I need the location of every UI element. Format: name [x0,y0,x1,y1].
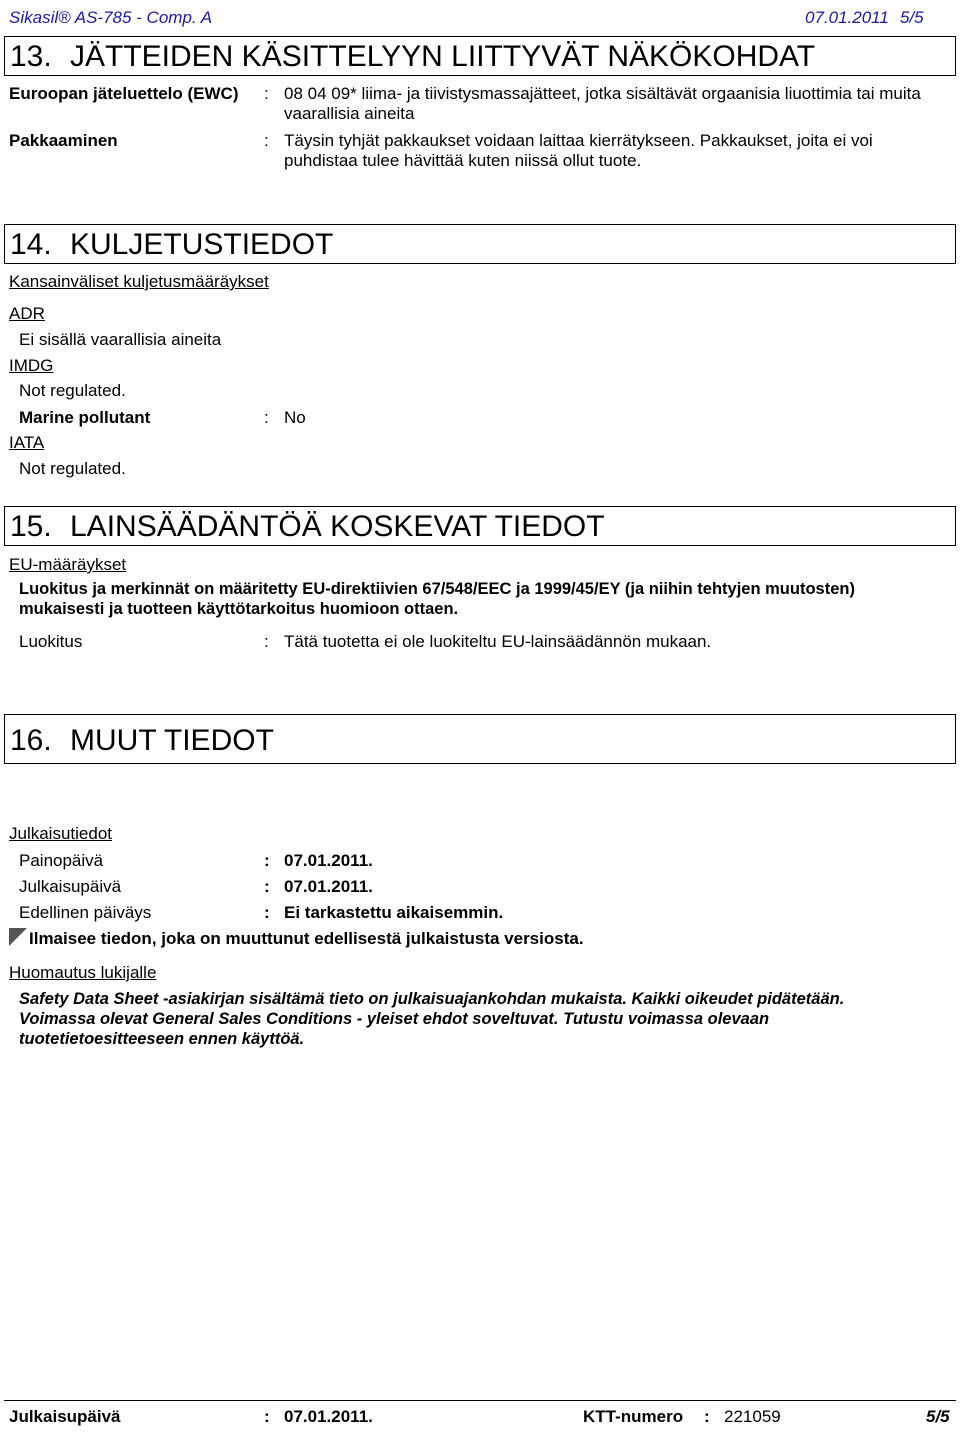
colon: : [264,84,269,103]
previous-date-value: Ei tarkastettu aikaisemmin. [284,903,504,922]
marine-pollutant-value: No [284,408,306,427]
footer-ktt-label: KTT-numero [583,1407,684,1426]
reader-note-line1: Safety Data Sheet -asiakirjan sisältämä tieto on julkaisuajankohdan mukaista. Kaikki oikeudet pidätetään. [19,990,845,1008]
section-title: KULJETUSTIEDOT [70,228,334,261]
regulation-text-line2: mukaisesti ja tuotteen käyttötarkoitus huomioon ottaen. [19,600,459,618]
section-number: 14. [10,228,52,261]
section-14-heading [4,224,956,264]
footer-ktt-value: 221059 [724,1407,781,1426]
header-page: 5/5 [900,8,924,27]
colon: : [264,131,269,150]
publication-date-label: Julkaisupäivä [19,877,122,896]
ewc-label: Euroopan jäteluettelo (EWC) [9,84,239,103]
marine-pollutant-label: Marine pollutant [19,408,151,427]
reader-note-subheading: Huomautus lukijalle [9,963,157,982]
eu-regulations-subheading: EU-määräykset [9,555,127,574]
section-13-heading [4,36,956,76]
footer-publication-label: Julkaisupäivä [9,1407,121,1426]
transport-subheading: Kansainväliset kuljetusmääräykset [9,272,269,291]
print-date-value: 07.01.2011. [284,851,373,870]
packaging-value-line1: Täysin tyhjät pakkaukset voidaan laittaa kierrätykseen. Pakkaukset, joita ei voi [284,131,873,150]
colon: : [264,632,269,651]
reader-note-line3: tuotetietoesitteeseen ennen käyttöä. [19,1030,305,1048]
print-date-label: Painopäivä [19,851,104,870]
section-title: JÄTTEIDEN KÄSITTELYYN LIITTYVÄT NÄKÖKOHDAT [70,40,816,73]
regulation-text-line1: Luokitus ja merkinnät on määritetty EU-direktiivien 67/548/EEC ja 1999/45/EY (ja niihin tehtyjen muutosten) [19,580,855,598]
footer-page: 5/5 [926,1407,950,1426]
section-number: 13. [10,40,52,73]
packaging-value-line2: puhdistaa tulee hävittää kuten niissä ollut tuote. [284,151,642,170]
section-number: 15. [10,510,52,543]
publication-date-value: 07.01.2011. [284,877,373,896]
colon: : [264,851,270,870]
imdg-heading: IMDG [9,356,54,375]
colon: : [264,1407,270,1426]
change-marker-icon [9,928,27,946]
classification-label: Luokitus [19,632,83,651]
footer-divider [4,1400,956,1401]
header-date: 07.01.2011 [805,8,889,27]
publication-info-subheading: Julkaisutiedot [9,824,113,843]
section-number: 16. [10,724,52,757]
imdg-text: Not regulated. [19,381,126,400]
adr-text: Ei sisällä vaarallisia aineita [19,330,222,349]
classification-value: Tätä tuotetta ei ole luokiteltu EU-lainsäädännön mukaan. [284,632,712,651]
colon: : [264,408,269,427]
adr-heading: ADR [9,304,45,323]
section-title: MUUT TIEDOT [70,724,274,757]
footer-publication-value: 07.01.2011. [284,1407,373,1426]
section-16-heading [4,714,956,764]
previous-date-label: Edellinen päiväys [19,903,152,922]
section-15-heading [4,506,956,546]
colon: : [264,877,270,896]
section-title: LAINSÄÄDÄNTÖÄ KOSKEVAT TIEDOT [70,510,605,543]
document-title: Sikasil® AS-785 - Comp. A [9,8,213,27]
colon: : [704,1407,710,1426]
colon: : [264,903,270,922]
change-note: Ilmaisee tiedon, joka on muuttunut edellisestä julkaistusta versiosta. [29,929,584,948]
ewc-value-line2: vaarallisia aineita [284,104,415,123]
packaging-label: Pakkaaminen [9,131,118,150]
ewc-value-line1: 08 04 09* liima- ja tiivistysmassajätteet, jotka sisältävät orgaanisia liuottimia tai muita [284,84,921,103]
iata-heading: IATA [9,433,45,452]
iata-text: Not regulated. [19,459,126,478]
reader-note-line2: Voimassa olevat General Sales Conditions - yleiset ehdot soveltuvat. Tutustu voimassa olevaan [19,1010,770,1028]
